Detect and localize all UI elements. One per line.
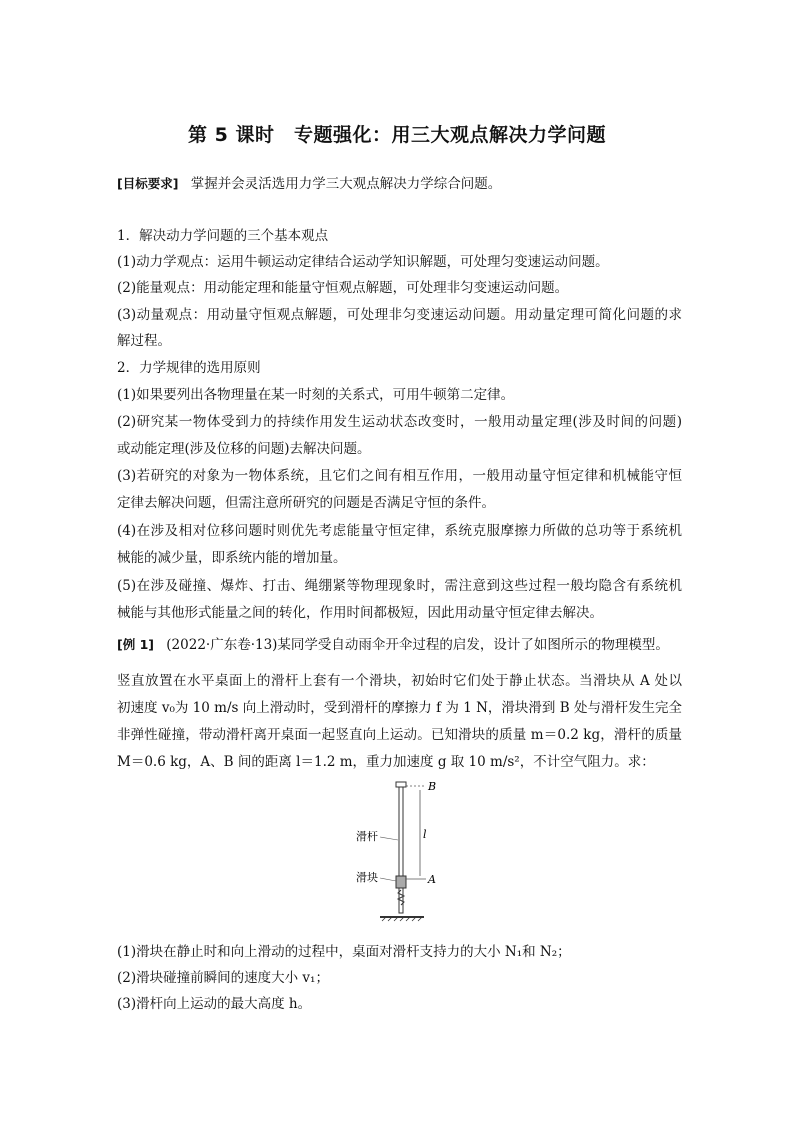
rod-top-cap — [396, 782, 406, 787]
example-line: 非弹性碰撞，带动滑杆离开桌面一起竖直向上运动。已知滑块的质量 m＝0.2 kg，滑杆的质量 — [117, 727, 682, 743]
text-line: 2．力学规律的选用原则 — [117, 360, 261, 376]
text-line: (3)若研究的对象为一物体系统，且它们之间有相互作用，一般用动量守恒定律和机械能守恒 — [117, 468, 682, 484]
rod-block-figure — [350, 780, 460, 930]
rod-pointer — [380, 837, 398, 840]
text-line: 械能的减少量，即系统内能的增加量。 — [117, 550, 347, 566]
text-line: (4)在涉及相对位移问题时则优先考虑能量守恒定律，系统克服摩擦力所做的总功等于系统机 — [117, 523, 682, 539]
text-line: (5)在涉及碰撞、爆炸、打击、绳绷紧等物理现象时，需注意到这些过程一般均隐含有系统机 — [117, 578, 682, 594]
block-pointer — [380, 878, 396, 881]
label-a: A — [428, 873, 436, 886]
example-tag: [例 1] — [117, 637, 154, 652]
text-line: (2)能量观点：用动能定理和能量守恒观点解题，可处理非匀变速运动问题。 — [117, 280, 569, 296]
label-block: 滑块 — [356, 871, 378, 884]
text-line: 定律去解决问题，但需注意所研究的问题是否满足守恒的条件。 — [117, 495, 495, 511]
example-line: 初速度 v₀为 10 m/s 向上滑动时，受到滑杆的摩擦力 f 为 1 N，滑块滑到 B 处与滑杆发生完全 — [117, 700, 682, 716]
goal-line — [117, 175, 682, 193]
question-line: (3)滑杆向上运动的最大高度 h。 — [117, 996, 312, 1012]
label-b: B — [428, 780, 437, 793]
text-line: 械能与其他形式能量之间的转化，作用时间都极短，因此用动量守恒定律去解决。 — [117, 605, 603, 621]
example-first-line — [117, 636, 682, 654]
text-line: 解过程。 — [117, 333, 171, 349]
example-line: 竖直放置在水平桌面上的滑杆上套有一个滑块，初始时它们处于静止状态。当滑块从 A 处以 — [117, 673, 682, 689]
label-l: l — [423, 828, 427, 841]
text-line: (1)如果要列出各物理量在某一时刻的关系式，可用牛顿第二定律。 — [117, 387, 515, 403]
text-line: (2)研究某一物体受到力的持续作用发生运动状态改变时，一般用动量定理(涉及时间的问题) — [117, 414, 682, 430]
goal-tag: [目标要求] — [117, 176, 179, 191]
text-line: 1．解决动力学问题的三个基本观点 — [117, 228, 329, 244]
question-line: (2)滑块碰撞前瞬间的速度大小 v₁； — [117, 970, 329, 986]
page-title: 第 5 课时 专题强化：用三大观点解决力学问题 — [188, 124, 606, 146]
example-text: (2022·广东卷·13)某同学受自动雨伞开伞过程的启发，设计了如图所示的物理模型。 — [166, 637, 669, 653]
label-rod: 滑杆 — [356, 830, 378, 843]
block — [396, 876, 406, 888]
text-line: (3)动量观点：用动量守恒观点解题，可处理非匀变速运动问题。用动量定理可简化问题的求 — [117, 307, 682, 323]
example-line: M＝0.6 kg，A、B 间的距离 l＝1.2 m，重力加速度 g 取 10 m/s²，不计空气阻力。求： — [117, 754, 655, 770]
text-line: (1)动力学观点：运用牛顿运动定律结合运动学知识解题，可处理匀变速运动问题。 — [117, 254, 609, 270]
text-line: 或动能定理(涉及位移的问题)去解决问题。 — [117, 441, 371, 457]
question-line: (1)滑块在静止时和向上滑动的过程中，桌面对滑杆支持力的大小 N₁和 N₂； — [117, 944, 571, 960]
goal-text: 掌握并会灵活选用力学三大观点解决力学综合问题。 — [190, 176, 502, 192]
